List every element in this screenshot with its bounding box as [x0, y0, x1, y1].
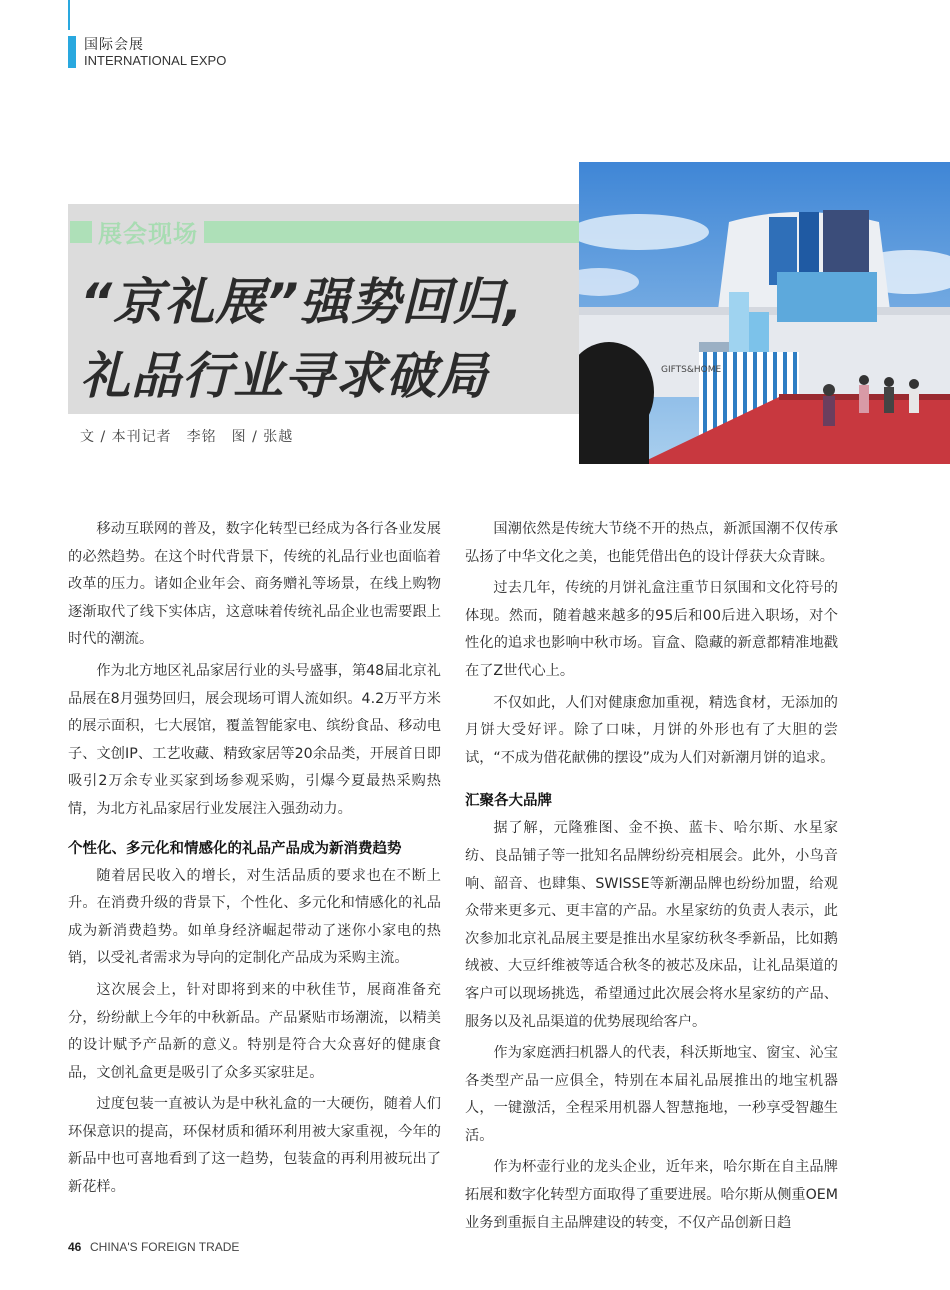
paragraph: 过去几年，传统的月饼礼盒注重节日氛围和文化符号的体现。然而，随着越来越多的95后和00后进入职场，对个性化的追求也影响中秋市场。盲盒、隐藏的新意都精准地戳在了Z世代心上。: [465, 580, 838, 679]
subheading: 个性化、多元化和情感化的礼品产品成为新消费趋势: [68, 840, 402, 857]
page-number: 46: [68, 1240, 82, 1254]
paragraph: 国潮依然是传统大节绕不开的热点，新派国潮不仅传承弘扬了中华文化之美，也能凭借出色的设计俘获大众青睐。: [465, 521, 838, 565]
section-title-en: INTERNATIONAL EXPO: [84, 53, 227, 68]
section-title-cn: 国际会展: [84, 37, 144, 53]
gifts-home-sign: GIFTS&HOME: [661, 365, 722, 375]
headline-line-2: 礼品行业寻求破局: [80, 347, 488, 405]
paragraph: 据了解，元隆雅图、金不换、蓝卡、哈尔斯、水星家纺、良品铺子等一批知名品牌纷纷亮相展会。此外，小鸟音响、韶音、也肆集、SWISSE等新潮品牌也纷纷加盟，给观众带来更多元、更丰富的产品。水星家纺的负责人表示，此次参加北京礼品展主要是推出水星家纺秋冬季新品，比如鹅绒被、大豆纤维被等适合秋冬的被芯及床品，让礼品渠道的客户可以现场挑选，希望通过此次展会将水星家纺的产品、服务以及礼品渠道的优势展现给客户。: [465, 820, 838, 1030]
subheading: 汇聚各大品牌: [465, 793, 552, 810]
paragraph: 过度包装一直被认为是中秋礼盒的一大硬伤，随着人们环保意识的提高，环保材质和循环利用被大家重视，今年的新品中也可喜地看到了这一趋势，包装盒的再利用被玩出了新花样。: [68, 1096, 441, 1196]
paragraph: 作为家庭洒扫机器人的代表，科沃斯地宝、窗宝、沁宝各类型产品一应俱全，特别在本届礼品展推出的地宝机器人，一键激活，全程采用机器人智慧拖地，一秒享受智趣生活。: [465, 1045, 838, 1144]
paragraph: 随着居民收入的增长，对生活品质的要求也在不断上升。在消费升级的背景下，个性化、多元化和情感化的礼品成为新消费趋势。如单身经济崛起带动了迷你小家电的热销，以受礼者需求为导向的定制化产品成为采购主流。: [68, 867, 441, 967]
paragraph: 这次展会上，针对即将到来的中秋佳节，展商准备充分，纷纷献上今年的中秋新品。产品紧贴市场潮流，以精美的设计赋予产品新的意义。特别是符合大众喜好的健康食品，文创礼盒更是吸引了众多买家驻足。: [68, 981, 441, 1081]
magazine-name: CHINA'S FOREIGN TRADE: [90, 1240, 240, 1254]
tag-square: [70, 221, 92, 243]
expo-photo: [579, 162, 950, 464]
tag-bar: [204, 221, 580, 243]
section-tag: 展会现场: [98, 220, 198, 248]
header-rule: [68, 0, 70, 30]
article-column-left: [68, 516, 441, 1206]
paragraph: 移动互联网的普及，数字化转型已经成为各行各业发展的必然趋势。在这个时代背景下，传统的礼品行业也面临着改革的压力。诸如企业年会、商务赠礼等场景，在线上购物逐渐取代了线下实体店，这意味着传统礼品企业也需要跟上时代的潮流。: [68, 521, 441, 648]
byline: 文 / 本刊记者 李铭 图 / 张越: [80, 429, 294, 445]
paragraph: 作为北方地区礼品家居行业的头号盛事，第48届北京礼品展在8月强势回归，展会现场可谓人流如织。4.2万平方米的展示面积，七大展馆，覆盖智能家电、缤纷食品、移动电子、文创IP、工艺收藏、精致家居等20余品类，开展首日即吸引2万余专业买家到场参观采购，引爆今夏最热采购热情，为北方礼品家居行业发展注入强劲动力。: [68, 662, 441, 817]
paragraph: 作为杯壶行业的龙头企业，近年来，哈尔斯在自主品牌拓展和数字化转型方面取得了重要进展。哈尔斯从侧重OEM业务到重振自主品牌建设的转变，不仅产品创新日趋: [465, 1159, 838, 1231]
section-marker: [68, 36, 76, 68]
expo-building-image: [579, 162, 950, 464]
article-column-right: [465, 516, 838, 1241]
headline-line-1: “京礼展”强势回归,: [80, 273, 524, 331]
paragraph: 不仅如此，人们对健康愈加重视，精选食材，无添加的月饼大受好评。除了口味，月饼的外形也有了大胆的尝试，“不成为借花献佛的摆设”成为人们对新潮月饼的追求。: [465, 694, 838, 766]
